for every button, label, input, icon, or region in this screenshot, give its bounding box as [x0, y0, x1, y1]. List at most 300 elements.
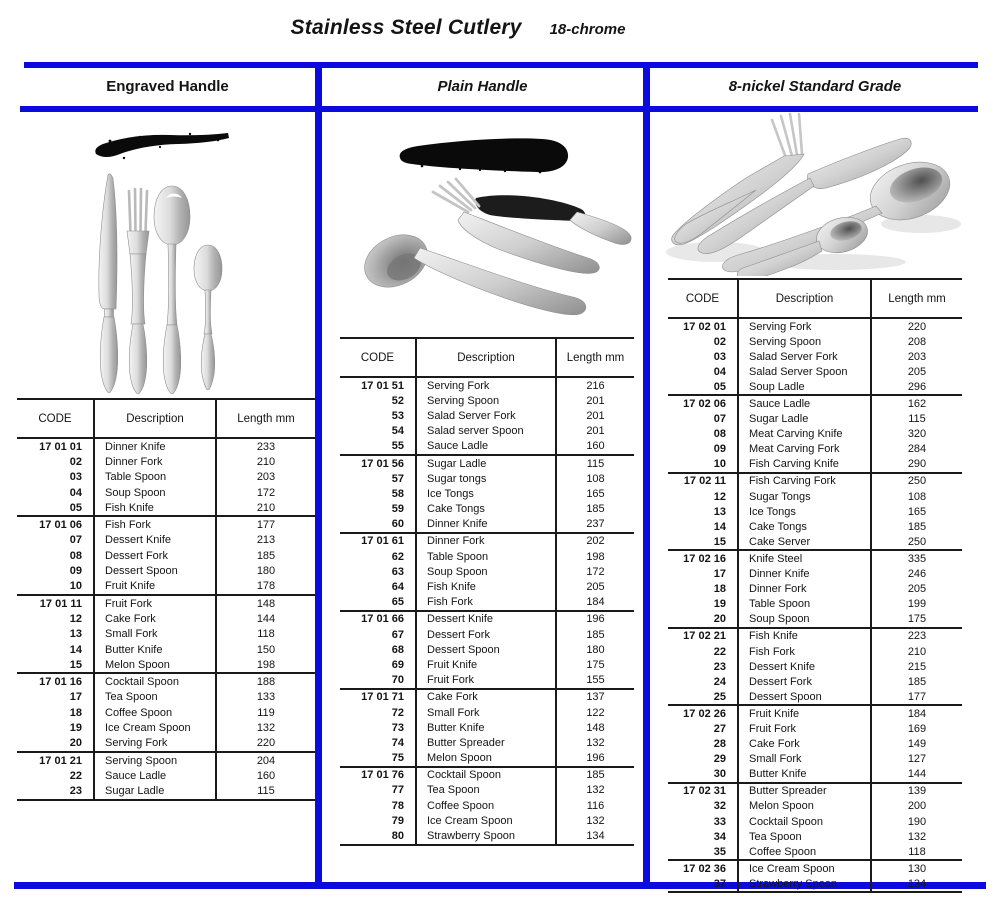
length-cell: 185 [256, 549, 276, 562]
code-cell: 17 02 01 [668, 318, 738, 334]
description-cell: Cake Tongs [738, 519, 871, 534]
description-cell: Soup Spoon [738, 612, 871, 628]
length-cell: 198 [256, 658, 276, 671]
description-cell: Butter Knife [94, 642, 216, 657]
description-cell: Fruit Fork [94, 595, 216, 611]
table-row [668, 318, 962, 334]
length-cell: 296 [907, 380, 927, 393]
code-cell: 24 [668, 674, 738, 689]
dinner-fork-image [127, 189, 149, 394]
length-cell: 201 [586, 409, 605, 422]
description-cell: Dessert Spoon [738, 689, 871, 705]
length-cell: 108 [907, 490, 927, 503]
table-row [17, 470, 315, 485]
code-cell: 35 [668, 844, 738, 860]
description-cell: Dinner Knife [738, 567, 871, 582]
length-cell: 130 [907, 862, 927, 875]
code-cell: 25 [668, 689, 738, 705]
table-row [340, 579, 634, 594]
standard-grade-table [668, 278, 962, 893]
description-cell: Serving Fork [94, 736, 216, 752]
length-cell: 139 [907, 785, 927, 798]
code-cell: 18 [17, 705, 94, 720]
code-group [17, 673, 315, 751]
description-cell: Small Fork [738, 752, 871, 767]
table-row [17, 642, 315, 657]
code-cell: 62 [340, 549, 416, 564]
table-row [668, 860, 962, 876]
code-cell: 17 01 01 [17, 438, 94, 454]
code-cell: 23 [17, 784, 94, 800]
header-row [340, 338, 634, 377]
description-cell: Soup Spoon [94, 485, 216, 500]
code-cell: 15 [668, 534, 738, 550]
page-title-grade: 18-chrome [549, 21, 626, 38]
code-cell: 59 [340, 502, 416, 517]
description-cell: Fruit Knife [738, 705, 871, 721]
code-cell: 17 01 66 [340, 611, 416, 627]
length-cell: 134 [586, 830, 605, 843]
code-cell: 17 02 21 [668, 628, 738, 644]
table-row [17, 579, 315, 595]
code-cell: 74 [340, 735, 416, 750]
table-row [668, 674, 962, 689]
table-row [17, 516, 315, 532]
plain-dinner-fork-image [433, 179, 599, 273]
length-cell: 160 [256, 769, 276, 782]
column-header: Description [416, 338, 556, 377]
description-cell: Fish Fork [94, 516, 216, 532]
table-row [668, 427, 962, 442]
table-row [668, 395, 962, 411]
description-cell: Cake Fork [738, 737, 871, 752]
code-cell: 12 [17, 611, 94, 626]
code-group [340, 377, 634, 455]
column-header: Length mm [888, 292, 946, 305]
code-cell: 17 02 31 [668, 783, 738, 799]
length-cell: 250 [907, 475, 927, 488]
engraved-handle-table [17, 398, 315, 801]
table-row [340, 751, 634, 767]
length-cell: 155 [586, 674, 605, 687]
table-row [340, 642, 634, 657]
code-cell: 72 [340, 705, 416, 720]
tea-spoon-image [194, 245, 222, 390]
code-cell: 57 [340, 471, 416, 486]
code-cell: 17 01 06 [17, 516, 94, 532]
code-cell: 17 [668, 567, 738, 582]
length-cell: 177 [256, 519, 276, 532]
header-row [668, 279, 962, 318]
table-row [17, 752, 315, 768]
description-cell: Fruit Knife [94, 579, 216, 595]
code-cell: 20 [668, 612, 738, 628]
description-cell: Meat Carving Fork [738, 442, 871, 457]
description-cell: Sugar Ladle [416, 455, 556, 471]
code-cell: 52 [340, 393, 416, 408]
table-row [668, 550, 962, 566]
code-cell: 13 [17, 627, 94, 642]
description-cell: Serving Spoon [416, 393, 556, 408]
length-cell: 200 [907, 800, 927, 813]
code-cell: 29 [668, 752, 738, 767]
length-cell: 184 [586, 596, 605, 609]
length-cell: 185 [586, 628, 605, 641]
length-cell: 185 [907, 675, 927, 688]
table-row [340, 828, 634, 844]
length-cell: 122 [586, 706, 605, 719]
table-row [668, 489, 962, 504]
table-row [668, 876, 962, 892]
table-row [340, 517, 634, 533]
table-row [340, 720, 634, 735]
code-group [17, 595, 315, 673]
length-cell: 160 [586, 440, 605, 453]
length-cell: 185 [586, 769, 605, 782]
length-cell: 210 [256, 501, 276, 514]
description-cell: Dinner Fork [94, 454, 216, 469]
code-cell: 22 [17, 768, 94, 783]
code-group [668, 473, 962, 550]
code-cell: 17 02 36 [668, 860, 738, 876]
length-cell: 237 [586, 518, 605, 531]
code-group [17, 516, 315, 594]
table-row [340, 408, 634, 423]
description-cell: Sauce Ladle [94, 768, 216, 783]
length-cell: 185 [907, 520, 927, 533]
code-cell: 17 01 21 [17, 752, 94, 768]
description-cell: Cocktail Spoon [94, 673, 216, 689]
code-cell: 37 [668, 876, 738, 892]
description-cell: Butter Knife [416, 720, 556, 735]
code-cell: 80 [340, 828, 416, 844]
code-group [17, 438, 315, 516]
length-cell: 119 [257, 706, 275, 719]
length-cell: 233 [256, 440, 276, 453]
length-cell: 284 [907, 443, 927, 456]
length-cell: 118 [908, 845, 926, 858]
description-cell: Small Fork [94, 627, 216, 642]
code-group [340, 533, 634, 611]
code-group [17, 752, 315, 800]
length-cell: 180 [256, 565, 276, 578]
code-cell: 28 [668, 737, 738, 752]
length-cell: 208 [907, 335, 927, 348]
description-cell: Melon Spoon [416, 751, 556, 767]
length-cell: 132 [256, 721, 276, 734]
table-row [668, 767, 962, 783]
length-cell: 335 [907, 552, 927, 565]
code-cell: 03 [17, 470, 94, 485]
table-row [340, 533, 634, 549]
code-cell: 17 01 76 [340, 767, 416, 783]
code-group [668, 550, 962, 627]
table-row [668, 582, 962, 597]
description-cell: Fish Knife [416, 579, 556, 594]
code-cell: 14 [17, 642, 94, 657]
length-cell: 196 [586, 752, 605, 765]
table-row [340, 486, 634, 501]
code-cell: 17 01 56 [340, 455, 416, 471]
description-cell: Soup Ladle [738, 379, 871, 395]
description-cell: Cake Tongs [416, 502, 556, 517]
length-cell: 204 [256, 754, 276, 767]
description-cell: Tea Spoon [416, 783, 556, 798]
plain-handle-table [340, 337, 634, 846]
code-cell: 08 [17, 548, 94, 563]
description-cell: Fruit Fork [416, 673, 556, 689]
plain-handle-stroke [400, 138, 568, 173]
table-row [17, 784, 315, 800]
length-cell: 149 [907, 738, 927, 751]
engraved-handle-stroke [95, 133, 229, 159]
table-row [17, 736, 315, 752]
description-cell: Sauce Ladle [416, 439, 556, 455]
table-row [668, 504, 962, 519]
table-row [17, 500, 315, 516]
description-cell: Sugar Ladle [94, 784, 216, 800]
code-cell: 69 [340, 657, 416, 672]
description-cell: Table Spoon [416, 549, 556, 564]
code-group [668, 860, 962, 892]
table-row [668, 442, 962, 457]
code-group [668, 318, 962, 395]
code-cell: 19 [17, 720, 94, 735]
code-group [668, 395, 962, 472]
table-row [17, 454, 315, 469]
code-cell: 13 [668, 504, 738, 519]
description-cell: Sugar Ladle [738, 412, 871, 427]
description-cell: Butter Spreader [738, 783, 871, 799]
code-group [668, 705, 962, 782]
description-cell: Fish Carving Knife [738, 457, 871, 473]
description-cell: Table Spoon [94, 470, 216, 485]
length-cell: 115 [908, 413, 926, 426]
length-cell: 175 [907, 613, 927, 626]
code-cell: 63 [340, 564, 416, 579]
length-cell: 215 [907, 660, 927, 673]
description-cell: Strawberry Spoon [738, 876, 871, 892]
length-cell: 132 [907, 830, 927, 843]
description-cell: Knife Steel [738, 550, 871, 566]
table-row [340, 502, 634, 517]
description-cell: Dessert Fork [94, 548, 216, 563]
table-row [668, 659, 962, 674]
length-cell: 169 [907, 722, 927, 735]
code-cell: 19 [668, 597, 738, 612]
code-group [668, 783, 962, 860]
code-cell: 18 [668, 582, 738, 597]
length-cell: 203 [907, 350, 927, 363]
table-row [668, 457, 962, 473]
column-header: Length mm [237, 412, 295, 425]
table-spoon-image [154, 186, 190, 394]
table-row [340, 673, 634, 689]
table-row [17, 595, 315, 611]
table-row [340, 549, 634, 564]
length-cell: 118 [257, 628, 275, 641]
code-cell: 22 [668, 644, 738, 659]
code-cell: 10 [668, 457, 738, 473]
table-row [340, 471, 634, 486]
description-cell: Fish Carving Fork [738, 473, 871, 489]
length-cell: 199 [907, 598, 927, 611]
table-row [668, 689, 962, 705]
length-cell: 144 [256, 612, 276, 625]
table-row [668, 612, 962, 628]
code-cell: 02 [668, 334, 738, 349]
table-row [340, 627, 634, 642]
code-cell: 78 [340, 798, 416, 813]
description-cell: Ice Cream Spoon [94, 720, 216, 735]
length-cell: 223 [907, 630, 927, 643]
page-title [0, 16, 1000, 40]
length-cell: 150 [256, 643, 276, 656]
description-cell: Ice Tongs [416, 486, 556, 501]
description-cell: Tea Spoon [94, 690, 216, 705]
table-row [668, 567, 962, 582]
description-cell: Cocktail Spoon [738, 814, 871, 829]
description-cell: Sugar Tongs [738, 489, 871, 504]
table-row [17, 563, 315, 578]
table-row [668, 597, 962, 612]
table-row [340, 689, 634, 705]
code-cell: 73 [340, 720, 416, 735]
length-cell: 178 [256, 580, 276, 593]
description-cell: Dinner Fork [738, 582, 871, 597]
description-cell: Fish Knife [94, 500, 216, 516]
description-cell: Salad Server Fork [416, 408, 556, 423]
description-cell: Tea Spoon [738, 829, 871, 844]
code-cell: 17 02 06 [668, 395, 738, 411]
code-cell: 17 01 11 [17, 595, 94, 611]
length-cell: 202 [586, 535, 605, 548]
length-cell: 172 [256, 486, 276, 499]
length-cell: 185 [586, 503, 605, 516]
length-cell: 162 [907, 398, 927, 411]
description-cell: Dessert Knife [416, 611, 556, 627]
column-header: Description [94, 399, 216, 438]
table-row [17, 627, 315, 642]
table-row [668, 814, 962, 829]
code-cell: 58 [340, 486, 416, 501]
code-cell: 07 [17, 533, 94, 548]
code-cell: 77 [340, 783, 416, 798]
description-cell: Dessert Spoon [416, 642, 556, 657]
length-cell: 205 [586, 581, 605, 594]
description-cell: Salad Server Spoon [738, 364, 871, 379]
description-cell: Salad Server Fork [738, 349, 871, 364]
length-cell: 175 [586, 658, 605, 671]
length-cell: 210 [907, 645, 927, 658]
table-row [340, 813, 634, 828]
table-row [668, 829, 962, 844]
length-cell: 134 [907, 877, 927, 890]
standard-grade-cutlery-fan-photo [656, 112, 974, 276]
table-row [668, 783, 962, 799]
code-cell: 79 [340, 813, 416, 828]
table-row [668, 412, 962, 427]
length-cell: 220 [907, 320, 927, 333]
table-row [17, 657, 315, 673]
section-header-plain-handle: Plain Handle [437, 78, 528, 95]
description-cell: Coffee Spoon [416, 798, 556, 813]
plain-handle-cutlery-photo [330, 128, 640, 328]
description-cell: Salad server Spoon [416, 424, 556, 439]
code-cell: 03 [668, 349, 738, 364]
length-cell: 320 [907, 428, 927, 441]
table-row [17, 690, 315, 705]
length-cell: 250 [907, 535, 927, 548]
length-cell: 165 [586, 487, 605, 500]
description-cell: Dinner Knife [94, 438, 216, 454]
table-row [17, 673, 315, 689]
table-row [17, 548, 315, 563]
code-cell: 75 [340, 751, 416, 767]
code-cell: 64 [340, 579, 416, 594]
code-cell: 30 [668, 767, 738, 783]
code-cell: 23 [668, 659, 738, 674]
code-cell: 65 [340, 595, 416, 611]
length-cell: 220 [256, 737, 276, 750]
table-row [340, 455, 634, 471]
length-cell: 127 [907, 753, 927, 766]
code-cell: 68 [340, 642, 416, 657]
header-rule-top [24, 62, 978, 68]
column-header: Length mm [566, 351, 625, 364]
code-cell: 07 [668, 412, 738, 427]
table-row [668, 644, 962, 659]
code-cell: 34 [668, 829, 738, 844]
section-header-standard-grade: 8-nickel Standard Grade [728, 78, 902, 95]
length-cell: 216 [586, 379, 605, 392]
dinner-knife-image [99, 174, 118, 393]
table-row [340, 595, 634, 611]
description-cell: Fish Knife [738, 628, 871, 644]
length-cell: 137 [586, 691, 605, 704]
code-cell: 17 [17, 690, 94, 705]
table-row [340, 783, 634, 798]
table-row [340, 705, 634, 720]
code-cell: 17 02 16 [668, 550, 738, 566]
table-row [340, 393, 634, 408]
description-cell: Dessert Spoon [94, 563, 216, 578]
table-row [17, 611, 315, 626]
code-cell: 12 [668, 489, 738, 504]
description-cell: Dinner Knife [416, 517, 556, 533]
table-row [17, 705, 315, 720]
description-cell: Serving Fork [416, 377, 556, 393]
description-cell: Dessert Fork [416, 627, 556, 642]
table-row [668, 752, 962, 767]
description-cell: Dinner Fork [416, 533, 556, 549]
description-cell: Melon Spoon [94, 657, 216, 673]
table-row [17, 485, 315, 500]
table-row [340, 611, 634, 627]
description-cell: Melon Spoon [738, 799, 871, 814]
length-cell: 190 [907, 815, 927, 828]
code-cell: 55 [340, 439, 416, 455]
description-cell: Strawberry Spoon [416, 828, 556, 844]
table-row [340, 564, 634, 579]
code-cell: 09 [668, 442, 738, 457]
code-group [340, 689, 634, 767]
description-cell: Sugar tongs [416, 471, 556, 486]
code-cell: 14 [668, 519, 738, 534]
column-header: CODE [17, 399, 94, 438]
description-cell: Fish Fork [738, 644, 871, 659]
description-cell: Meat Carving Knife [738, 427, 871, 442]
